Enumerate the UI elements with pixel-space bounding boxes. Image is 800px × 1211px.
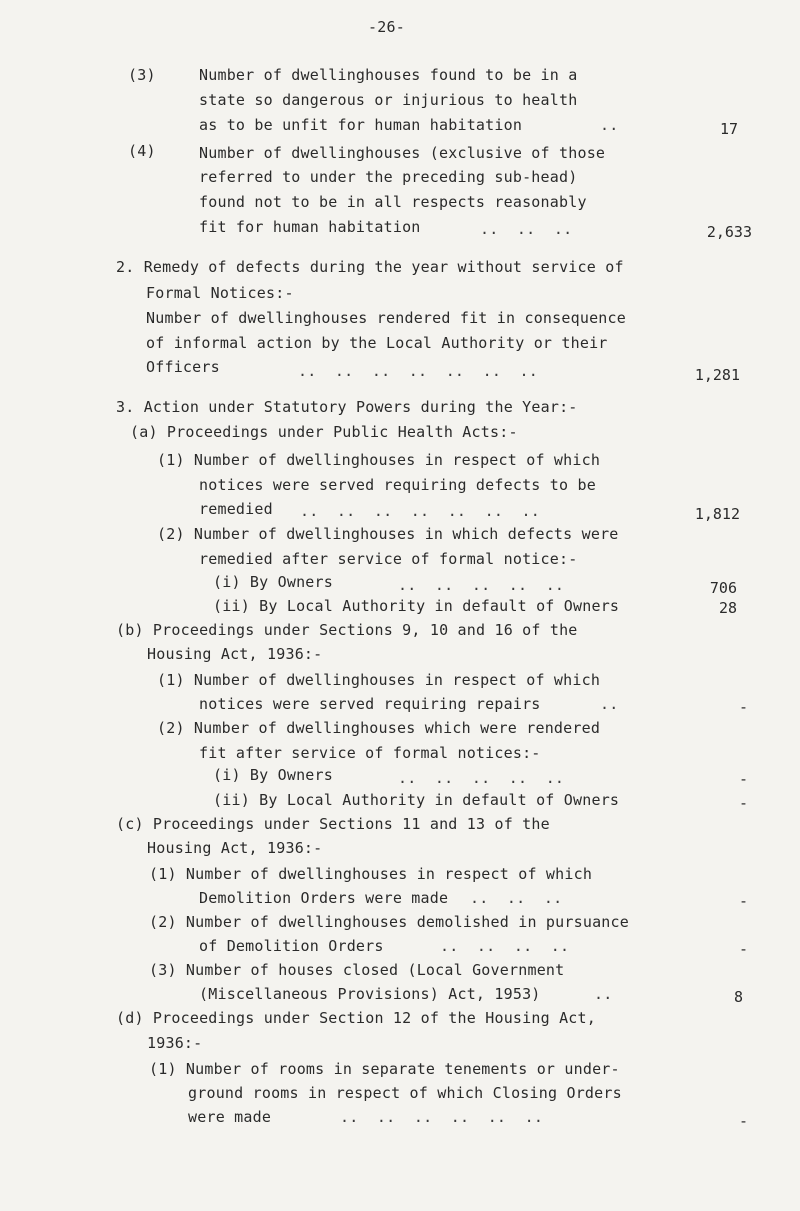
- item-text-line: were made: [188, 1108, 272, 1126]
- page-number: -26-: [368, 18, 405, 36]
- item-text-line: Number of dwellinghouses (exclusive of those: [199, 144, 606, 162]
- dot-leader: .. .. ..: [480, 220, 573, 238]
- sub-item-label: (i) By Owners: [213, 573, 333, 591]
- item-text-line: fit after service of formal notices:-: [199, 744, 541, 762]
- item-value: 17: [719, 120, 738, 138]
- item-text-line: (1) Number of dwellinghouses in respect of which: [157, 451, 601, 469]
- dot-leader: .. .. .. ..: [440, 937, 570, 955]
- dot-leader: ..: [600, 695, 619, 713]
- item-value: 8: [733, 988, 743, 1006]
- item-text-line: (1) Number of rooms in separate tenements or under-: [149, 1060, 620, 1078]
- dot-leader: ..: [600, 116, 619, 134]
- sub-item-label: (ii) By Local Authority in default of Owners: [213, 791, 620, 809]
- item-text-line: (2) Number of dwellinghouses in which defects were: [157, 525, 619, 543]
- item-text-line: (Miscellaneous Provisions) Act, 1953): [199, 985, 541, 1003]
- item-text-line: (3) Number of houses closed (Local Government: [149, 961, 565, 979]
- dot-leader: .. .. .. .. .. .. ..: [300, 502, 540, 520]
- subsection-heading: (b) Proceedings under Sections 9, 10 and 16 of the: [116, 621, 578, 639]
- item-value: 2,633: [706, 223, 752, 241]
- item-text-line: (2) Number of dwellinghouses which were rendered: [157, 719, 601, 737]
- item-text-line: ground rooms in respect of which Closing Orders: [188, 1084, 622, 1102]
- item-text-line: notices were served requiring repairs: [199, 695, 541, 713]
- item-text-line: Demolition Orders were made: [199, 889, 449, 907]
- section-heading: 3. Action under Statutory Powers during the Year:-: [116, 398, 578, 416]
- dot-leader: .. .. .. .. .. ..: [340, 1108, 544, 1126]
- section-heading: Formal Notices:-: [146, 284, 294, 302]
- item-text-line: referred to under the preceding sub-head): [199, 168, 578, 186]
- item-value: -: [738, 794, 748, 812]
- subsection-heading: 1936:-: [147, 1034, 203, 1052]
- item-text-line: as to be unfit for human habitation: [199, 116, 523, 134]
- item-text-line: remedied after service of formal notice:-: [199, 550, 578, 568]
- item-text-line: (2) Number of dwellinghouses demolished in pursuance: [149, 913, 629, 931]
- item-text-line: Number of dwellinghouses found to be in a: [199, 66, 578, 84]
- dot-leader: .. .. .. .. ..: [398, 769, 565, 787]
- item-number: (4): [128, 142, 156, 160]
- item-text-line: state so dangerous or injurious to health: [199, 91, 578, 109]
- item-value: -: [738, 940, 748, 958]
- subsection-heading: (d) Proceedings under Section 12 of the Housing Act,: [116, 1009, 596, 1027]
- item-value: 706: [709, 579, 737, 597]
- item-text-line: of informal action by the Local Authority or their: [146, 334, 608, 352]
- item-text-line: Number of dwellinghouses rendered fit in consequence: [146, 309, 626, 327]
- item-text-line: of Demolition Orders: [199, 937, 384, 955]
- item-value: 1,281: [694, 366, 740, 384]
- subsection-heading: Housing Act, 1936:-: [147, 645, 323, 663]
- item-text-line: (1) Number of dwellinghouses in respect of which: [157, 671, 601, 689]
- item-value: 28: [718, 599, 737, 617]
- item-text-line: notices were served requiring defects to be: [199, 476, 596, 494]
- item-value: -: [738, 1112, 748, 1130]
- sub-item-label: (ii) By Local Authority in default of Owners: [213, 597, 620, 615]
- dot-leader: ..: [594, 985, 613, 1003]
- subsection-heading: (c) Proceedings under Sections 11 and 13 of the: [116, 815, 550, 833]
- dot-leader: .. .. .. .. .. .. ..: [298, 362, 538, 380]
- subsection-heading: (a) Proceedings under Public Health Acts:-: [130, 423, 518, 441]
- dot-leader: .. .. ..: [470, 889, 563, 907]
- item-text-line: (1) Number of dwellinghouses in respect of which: [149, 865, 593, 883]
- item-number: (3): [128, 66, 156, 84]
- subsection-heading: Housing Act, 1936:-: [147, 839, 323, 857]
- item-text-line: remedied: [199, 500, 273, 518]
- sub-item-label: (i) By Owners: [213, 766, 333, 784]
- item-value: 1,812: [694, 505, 740, 523]
- dot-leader: .. .. .. .. ..: [398, 576, 565, 594]
- item-text-line: Officers: [146, 358, 220, 376]
- item-text-line: found not to be in all respects reasonably: [199, 193, 587, 211]
- item-value: -: [738, 770, 748, 788]
- item-value: -: [738, 698, 748, 716]
- section-heading: 2. Remedy of defects during the year without service of: [116, 258, 624, 276]
- item-value: -: [738, 892, 748, 910]
- item-text-line: fit for human habitation: [199, 218, 421, 236]
